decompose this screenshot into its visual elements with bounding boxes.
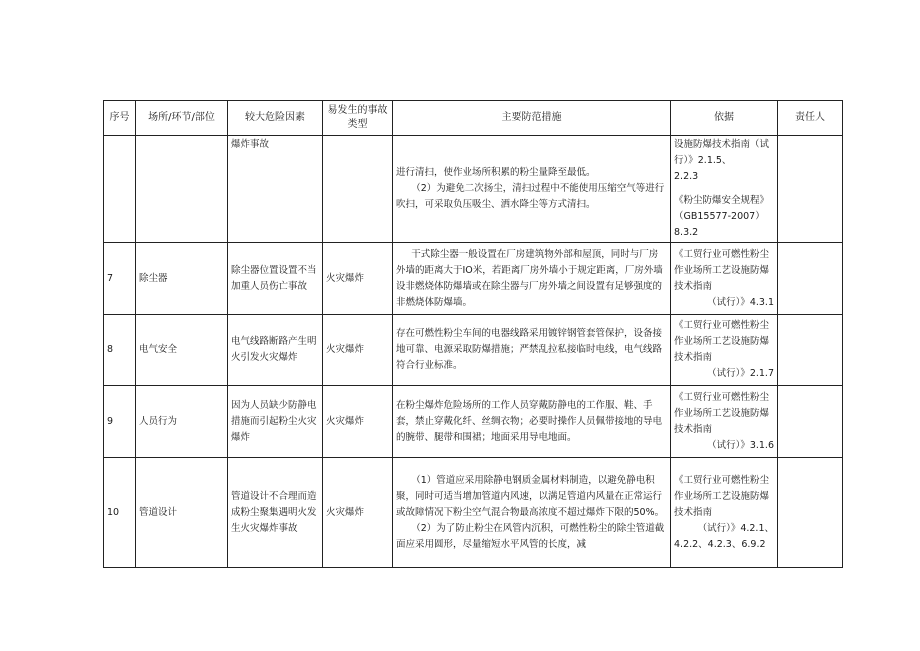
basis-text: 2.2.3 — [674, 171, 699, 182]
row-basis — [671, 386, 778, 458]
header-location: 场所/环节/部位 — [136, 101, 228, 136]
header-accident: 易发生的事故类型 — [323, 101, 393, 136]
risk-table — [103, 100, 843, 568]
basis-text: 《工贸行业可燃性粉尘作业场所工艺设施防爆技术指南 — [674, 320, 770, 363]
measure-text: 进行清扫，使作业场所积累的粉尘量降至最低。 — [396, 167, 596, 178]
row-accident: 火灾爆炸 — [323, 315, 393, 386]
row-no: 10 — [104, 458, 136, 568]
row-accident: 火灾爆炸 — [323, 243, 393, 315]
row-no — [104, 136, 136, 243]
row-measures — [393, 315, 671, 386]
measure-text: （2）为避免二次扬尘，清扫过程中不能使用压缩空气等进行吹扫，可采取负压吸尘、洒水降尘等方式清扫。 — [396, 183, 665, 210]
basis-text: 《工贸行业可燃性粉尘作业场所工艺设施防爆技术指南 — [674, 391, 770, 435]
row-accident — [323, 136, 393, 243]
row-hazard: 管道设计不合理而造成粉尘聚集遇明火发生火灾爆炸事故 — [228, 458, 323, 568]
row-owner — [778, 315, 843, 386]
row-owner — [778, 243, 843, 315]
measure-text: （1）管道应采用除静电钢质金属材料制造，以避免静电积聚，同时可适当增加管道内风速，以满足管道内风量在正常运行或故障情况下粉尘空气混合物最高浓度不超过爆炸下限的50%。 — [396, 474, 665, 518]
row-basis — [671, 243, 778, 315]
table-row — [104, 386, 843, 458]
table-row — [104, 136, 843, 243]
header-row — [104, 101, 843, 136]
row-hazard: 电气线路断路产生明火引发火灾爆炸 — [228, 315, 323, 386]
row-no: 9 — [104, 386, 136, 458]
row-no: 7 — [104, 243, 136, 315]
measure-text: 在粉尘爆炸危险场所的工作人员穿戴防静电的工作服、鞋、手套，禁止穿戴化纤、丝绸衣物；必要时操作人员佩带接地的导电的腕带、腿带和围裙；地面采用导电地面。 — [396, 399, 663, 443]
row-location: 管道设计 — [136, 458, 228, 568]
table-row — [104, 243, 843, 315]
row-no: 8 — [104, 315, 136, 386]
row-basis — [671, 315, 778, 386]
basis-text: （试行）》3.1.6 — [707, 439, 774, 451]
header-measures: 主要防范措施 — [393, 101, 671, 136]
row-measures — [393, 243, 671, 315]
row-location: 电气安全 — [136, 315, 228, 386]
basis-text: 《粉尘防爆安全规程》（GB15577-2007） — [674, 195, 770, 222]
row-location — [136, 136, 228, 243]
measure-text: 存在可燃性粉尘车间的电器线路采用镀锌钢管套管保护，设备接地可靠、电源采取防爆措施；严禁乱拉私接临时电线，电气线路符合行业标准。 — [396, 328, 663, 371]
row-location: 人员行为 — [136, 386, 228, 458]
row-location: 除尘器 — [136, 243, 228, 315]
row-hazard: 除尘器位置设置不当加重人员伤亡事故 — [228, 243, 323, 315]
basis-text: （试行）》4.3.1 — [707, 296, 774, 308]
header-hazard: 较大危险因素 — [228, 101, 323, 136]
row-accident: 火灾爆炸 — [323, 458, 393, 568]
basis-text: 设施防爆技术指南（试行）》2.1.5、 — [674, 139, 770, 166]
row-basis — [671, 458, 778, 568]
measure-text: 干式除尘器一般设置在厂房建筑物外部和屋顶，同时与厂房外墙的距离大于IO米，若距离厂房外墙小于规定距离，厂房外墙设非燃烧体防爆墙或在除尘器与厂房外墙之间设置有足够强度的非燃烧体防爆墙。 — [396, 248, 663, 308]
row-accident: 火灾爆炸 — [323, 386, 393, 458]
basis-text: （试行）》2.1.7 — [707, 368, 774, 379]
header-basis: 依据 — [671, 101, 778, 136]
measure-text: （2）为了防止粉尘在风管内沉积，可燃性粉尘的除尘管道截面应采用圆形，尽量缩短水平风管的长度，减 — [396, 522, 665, 550]
row-basis — [671, 136, 778, 243]
row-measures — [393, 386, 671, 458]
header-owner: 责任人 — [778, 101, 843, 136]
table-row — [104, 315, 843, 386]
basis-text: 《工贸行业可燃性粉尘作业场所工艺设施防爆技术指南 — [674, 248, 770, 292]
basis-text: （试行）》4.2.1、 — [697, 522, 774, 534]
table-row — [104, 458, 843, 568]
row-measures — [393, 458, 671, 568]
basis-text: 《工贸行业可燃性粉尘作业场所工艺设施防爆技术指南 — [674, 474, 770, 518]
basis-text: 4.2.2、4.2.3、6.9.2 — [674, 538, 766, 550]
row-owner — [778, 458, 843, 568]
row-hazard: 爆炸事故 — [228, 136, 323, 243]
row-hazard: 因为人员缺少防静电措施而引起粉尘火灾爆炸 — [228, 386, 323, 458]
basis-text: 8.3.2 — [674, 227, 699, 238]
row-owner — [778, 386, 843, 458]
row-owner — [778, 136, 843, 243]
header-no: 序号 — [104, 101, 136, 136]
row-measures — [393, 136, 671, 243]
